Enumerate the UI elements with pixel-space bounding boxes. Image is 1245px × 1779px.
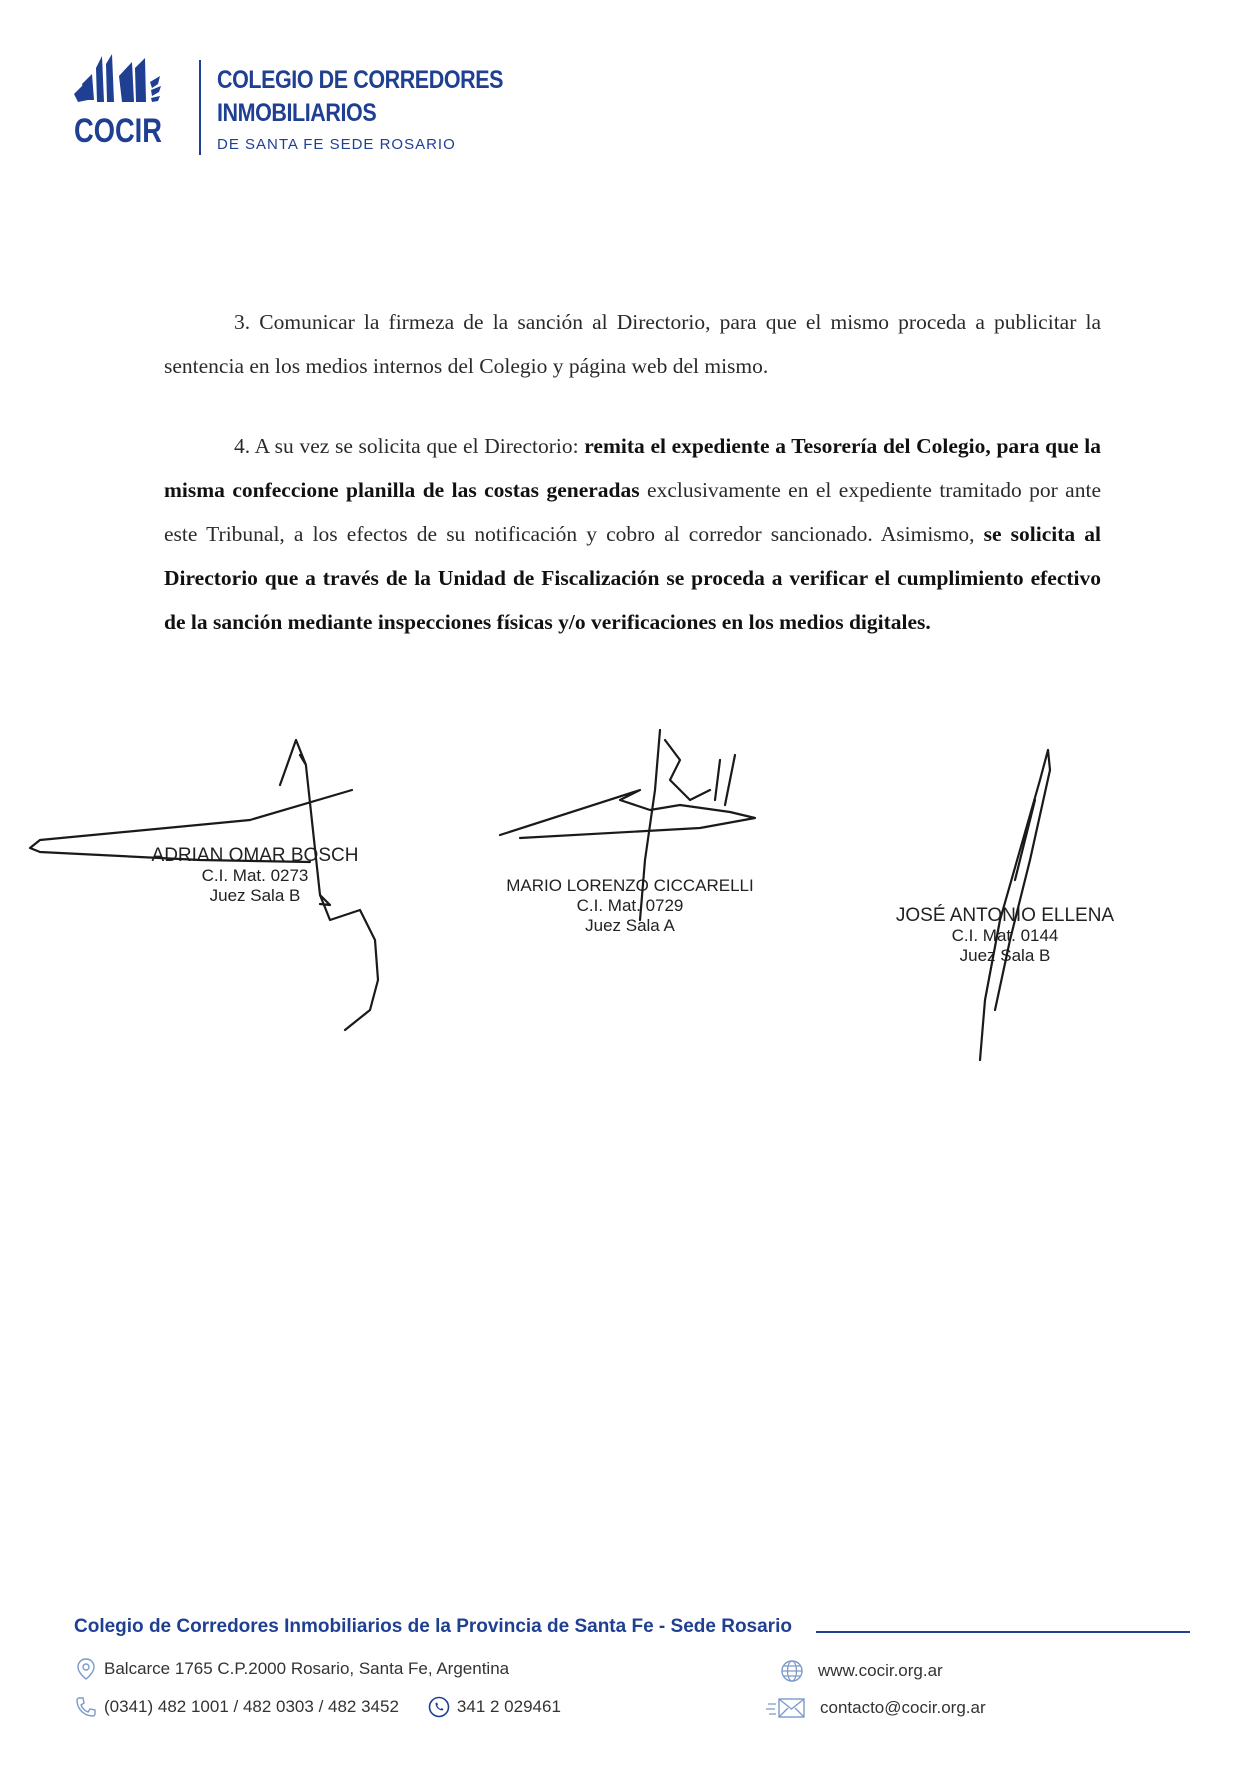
signature-2-stroke bbox=[500, 790, 755, 838]
logo-text: COCIR bbox=[74, 112, 162, 150]
phones-text[interactable]: (0341) 482 1001 / 482 0303 / 482 3452 bbox=[104, 1697, 399, 1716]
footer-phones bbox=[74, 1695, 561, 1719]
paragraph-3-number: 3. bbox=[234, 310, 251, 334]
paragraph-4-bold-1: remita el expediente a Tesorería del Colegio, para que la misma confeccione planilla de las costas generadas bbox=[164, 434, 1101, 502]
signer-name: MARIO LORENZO CICCARELLI bbox=[506, 876, 754, 895]
globe-icon bbox=[780, 1659, 804, 1683]
signer-registration: C.I. Mat. 0144 bbox=[951, 926, 1059, 945]
address-text: Balcarce 1765 C.P.2000 Rosario, Santa Fe, Argentina bbox=[104, 1659, 510, 1678]
document-body bbox=[164, 300, 1101, 644]
whatsapp-text[interactable]: 341 2 029461 bbox=[456, 1697, 561, 1716]
mail-icon bbox=[766, 1696, 806, 1720]
signer-registration: C.I. Mat. 0273 bbox=[201, 866, 309, 885]
org-name-line3: DE SANTA FE SEDE ROSARIO bbox=[217, 136, 456, 153]
paragraph-3 bbox=[164, 300, 1101, 388]
signer-role: Juez Sala B bbox=[959, 946, 1051, 965]
paragraph-4 bbox=[164, 424, 1101, 644]
email-link[interactable]: contacto@cocir.org.ar bbox=[820, 1698, 986, 1717]
logo-icon bbox=[72, 54, 187, 154]
signer-registration: C.I. Mat. 0729 bbox=[576, 896, 684, 915]
paragraph-4-text-2: exclusivamente en el expediente tramitado por ante este Tribunal, a los efectos de su notificación y cobro al corredor sancionado. Asimismo, bbox=[164, 478, 1101, 546]
footer-website bbox=[780, 1659, 943, 1683]
paragraph-3-text: Comunicar la firmeza de la sanción al Directorio, para que el mismo proceda a publicitar la sentencia en los medios internos del Colegio y página web del mismo. bbox=[164, 310, 1102, 378]
footer-title: Colegio de Corredores Inmobiliarios de la Provincia de Santa Fe - Sede Rosario bbox=[74, 1616, 792, 1637]
footer-email bbox=[766, 1696, 986, 1720]
footer-address bbox=[74, 1657, 509, 1681]
phone-icon bbox=[74, 1695, 98, 1719]
signer-name: ADRIAN OMAR BOSCH bbox=[151, 845, 359, 866]
org-name-line2: INMOBILIARIOS bbox=[217, 99, 377, 127]
location-pin-icon bbox=[74, 1657, 98, 1681]
signature-block-3 bbox=[870, 906, 1140, 966]
signature-block-2 bbox=[495, 876, 765, 936]
paragraph-4-bold-2: se solicita al Directorio que a través de la Unidad de Fiscalización se proceda a verificar el cumplimiento efectivo de la sanción mediante inspecciones físicas y/o verificaciones en los medios digitales. bbox=[164, 522, 1101, 634]
signer-role: Juez Sala A bbox=[585, 916, 675, 935]
signature-block-1 bbox=[130, 846, 380, 906]
header-divider bbox=[199, 60, 201, 155]
paragraph-4-text-1: A su vez se solicita que el Directorio: bbox=[254, 434, 585, 458]
org-name-line1: COLEGIO DE CORREDORES bbox=[217, 66, 504, 94]
whatsapp-icon bbox=[427, 1695, 451, 1719]
signer-name: JOSÉ ANTONIO ELLENA bbox=[895, 905, 1115, 926]
signature-1-stroke bbox=[30, 740, 352, 862]
footer-divider bbox=[816, 1631, 1190, 1633]
signer-role: Juez Sala B bbox=[209, 886, 301, 905]
website-link[interactable]: www.cocir.org.ar bbox=[818, 1661, 943, 1680]
paragraph-4-number: 4. bbox=[234, 434, 251, 458]
